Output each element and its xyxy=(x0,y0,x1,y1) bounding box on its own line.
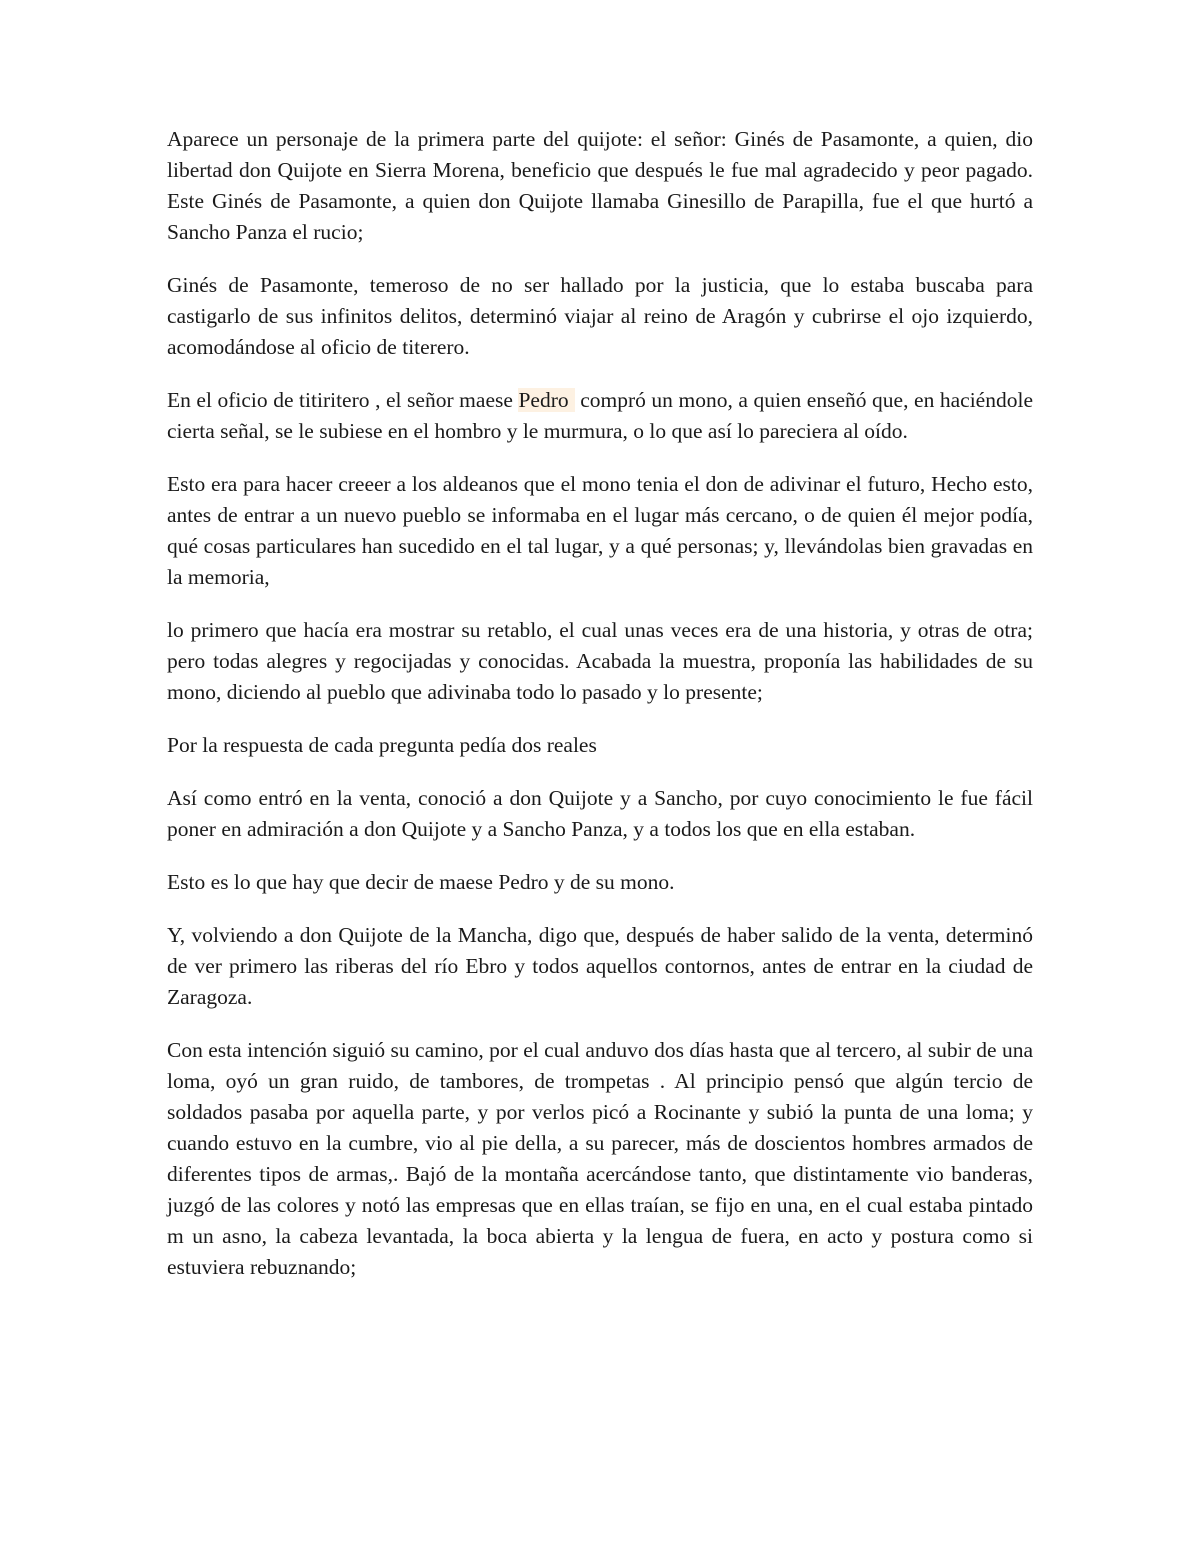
highlighted-word: Pedro xyxy=(518,388,574,412)
paragraph-titiritero xyxy=(167,385,1033,447)
paragraph-retablo: lo primero que hacía era mostrar su retablo, el cual unas veces era de una historia, y otras de otra; pero todas alegres y regocijadas y conocidas. Acabada la muestra, proponía las habilidades de su mono, diciendo al pueblo que adivinaba todo lo pasado y lo presente; xyxy=(167,618,1033,704)
paragraph-reales: Por la respuesta de cada pregunta pedía dos reales xyxy=(167,733,597,757)
paragraph-rebuznando: Con esta intención siguió su camino, por el cual anduvo dos días hasta que al tercero, al subir de una loma, oyó un gran ruido, de tambores, de trompetas . Al principio pensó que algún tercio de soldados pasaba por aquella parte, y por verlos picó a Rocinante y subió la punta de una loma; y cuando estuvo en la cumbre, vio al pie della, a su parecer, más de doscientos hombres armados de diferentes tipos de armas,. Bajó de la montaña acercándose tanto, que distintamente vio banderas, juzgó de las colores y notó las empresas que en ellas traían, se fijo en una, en el cual estaba pintado m un asno, la cabeza levantada, la boca abierta y la lengua de fuera, en acto y postura como si estuviera rebuznando; xyxy=(167,1038,1033,1279)
paragraph-gines-fugitive: Ginés de Pasamonte, temeroso de no ser hallado por la justicia, que lo estaba buscaba para castigarlo de sus infinitos delitos, determinó viajar al reino de Aragón y cubrirse el ojo izquierdo, acomodándose al oficio de titerero. xyxy=(167,273,1033,359)
paragraph-maese-pedro: Esto es lo que hay que decir de maese Pedro y de su mono. xyxy=(167,870,675,894)
paragraph-titiritero-after: compró un mono, a quien enseñó que, en haciéndole cierta señal, se le subiese en el hombro y le murmura, o lo que así lo pareciera al oído. xyxy=(167,388,1033,443)
paragraph-ebro: Y, volviendo a don Quijote de la Mancha, digo que, después de haber salido de la venta, determinó de ver primero las riberas del río Ebro y todos aquellos contornos, antes de entrar en la ciudad de Zaragoza. xyxy=(167,923,1033,1009)
paragraph-aldeanos: Esto era para hacer creeer a los aldeanos que el mono tenia el don de adivinar el futuro, Hecho esto, antes de entrar a un nuevo pueblo se informaba en el lugar más cercano, o de quien él mejor podía, qué cosas particulares han sucedido en el tal lugar, y a qué personas; y, llevándolas bien gravadas en la memoria, xyxy=(167,472,1033,589)
paragraph-gines-intro: Aparece un personaje de la primera parte del quijote: el señor: Ginés de Pasamonte, a quien, dio libertad don Quijote en Sierra Morena, beneficio que después le fue mal agradecido y peor pagado. Este Ginés de Pasamonte, a quien don Quijote llamaba Ginesillo de Parapilla, fue el que hurtó a Sancho Panza el rucio; xyxy=(167,127,1033,244)
paragraph-venta: Así como entró en la venta, conoció a don Quijote y a Sancho, por cuyo conocimiento le fue fácil poner en admiración a don Quijote y a Sancho Panza, y a todos los que en ella estaban. xyxy=(167,786,1033,841)
paragraph-titiritero-before: En el oficio de titiritero , el señor maese xyxy=(167,388,519,412)
document-body xyxy=(167,124,1033,1305)
